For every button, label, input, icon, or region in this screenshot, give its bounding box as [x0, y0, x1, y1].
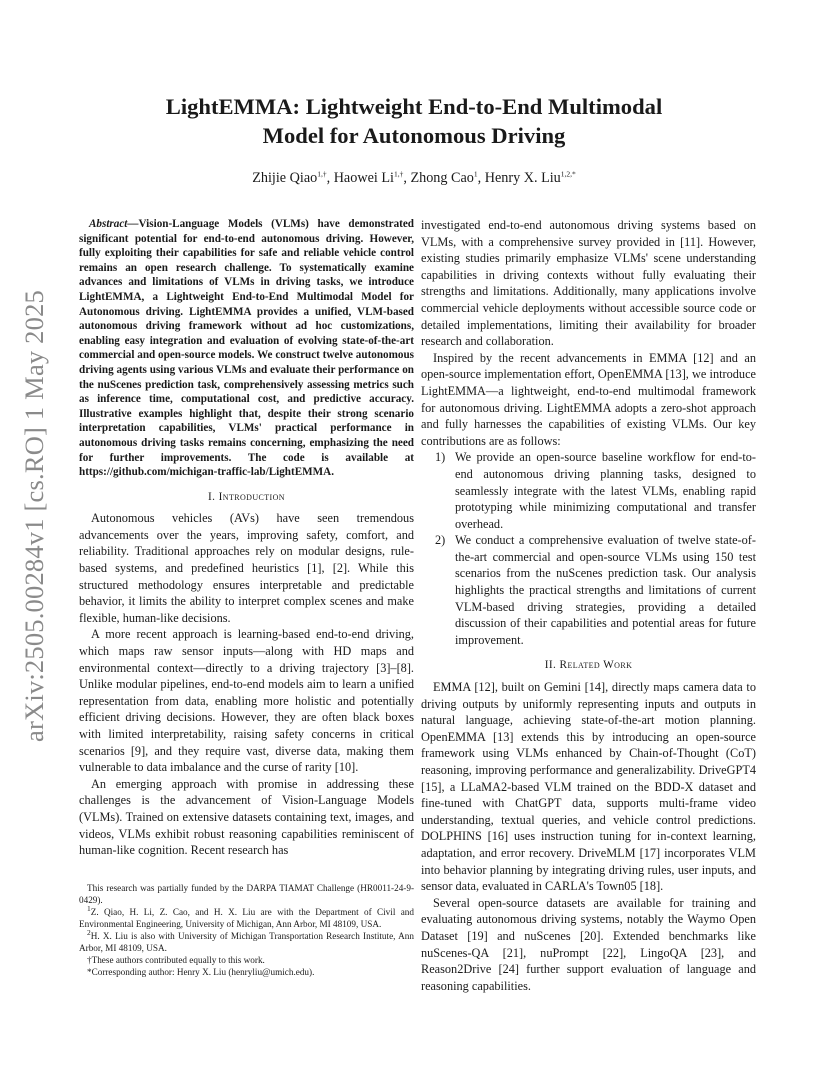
intro-paragraph: A more recent approach is learning-based end-to-end driving, which maps raw sensor inputs—along with HD maps and environmental context—directly to a driving trajectory [3]–[8]. Unlike modular pipelines, end-to-end models aim to learn a unified representation from data, enabling more holistic and potentially efficient driving decisions. However, they are often black boxes with limited interpretability, raising safety concerns in critical scenarios [9], and they require vast, diverse data, making them vulnerable to data imbalance and the curse of rarity [10]. — [79, 627, 414, 775]
author-affiliation: 1,† — [393, 169, 404, 179]
right-column — [421, 217, 756, 994]
list-item-number: 2) — [435, 533, 446, 548]
left-column — [79, 217, 414, 859]
arxiv-identifier-stamp: arXiv:2505.00284v1 [cs.RO] 1 May 2025 — [19, 290, 49, 742]
contribution-list — [421, 449, 756, 648]
author-name: Haowei Li — [333, 170, 394, 186]
author-name: Zhijie Qiao — [252, 170, 318, 186]
list-item-number: 1) — [435, 450, 446, 465]
list-item-text: We conduct a comprehensive evaluation of twelve state-of-the-art commercial and open-source VLMs using 150 test scenarios from the nuScenes prediction task. Our analysis highlights the practical strengths and limitations of current VLM-based driving strategies, providing a detailed discussion of their capabilities and potential areas for future improvement. — [455, 533, 756, 647]
author-name: Henry X. Liu — [484, 170, 561, 186]
abstract-text: Vision-Language Models (VLMs) have demonstrated significant potential for end-to-end autonomous driving. However, fully exploiting their capabilities for safe and reliable vehicle control remains an open research challenge. To systematically examine advances and limitations of VLMs in driving tasks, we introduce LightEMMA, a Lightweight End-to-End Multimodal Model for Autonomous driving. LightEMMA provides a unified, VLM-based autonomous driving framework without ad hoc customizations, enabling easy integration and evaluation of evolving state-of-the-art commercial and open-source models. We construct twelve autonomous driving agents using various VLMs and evaluate their performance on the nuScenes prediction task, comprehensively assessing metrics such as inference time, computational cost, and predictive accuracy. Illustrative examples highlight that, despite their strong scenario interpretation capabilities, VLMs' practical performance in autonomous driving tasks remains concerning, emphasizing the need for further improvements. The code is available at https://github.com/michigan-traffic-lab/LightEMMA. — [79, 218, 414, 479]
footnotes — [79, 882, 414, 978]
section-title: Introduction — [218, 490, 285, 503]
intro-paragraph: Inspired by the recent advancements in EMMA [12] and an open-source implementation effort, OpenEMMA [13], we introduce LightEMMA—a lightweight, end-to-end multimodal framework for autonomous driving. LightEMMA adopts a zero-shot approach and fully harnesses the capabilities of existing VLMs. Our key contributions are as follows: — [421, 350, 756, 448]
author-affiliation: 1 — [473, 169, 478, 179]
related-work-paragraph: Several open-source datasets are available for training and evaluating autonomous driving systems, notably the Waymo Open Dataset [19] and nuScenes [20]. Extended benchmarks like nuScenes-QA [21], nuPrompt [22], LingoQA [23], and Reason2Drive [24] further support evaluation of language and reasoning capabilities. — [421, 895, 756, 993]
related-work-paragraph: EMMA [12], built on Gemini [14], directly maps camera data to driving outputs by uniformly representing inputs and outputs in natural language, achieving state-of-the-art motion planning. OpenEMMA [13] extends this by introducing an open-source framework using VLMs enhanced by Chain-of-Thought (CoT) reasoning, improving performance and generalizability. DriveGPT4 [15], a LLaMA2-based VLM trained on the BDD-X dataset and fine-tuned with ChatGPT data, supports multi-frame video understanding, textual queries, and vehicle control predictions. DOLPHINS [16] uses instruction tuning for in-context learning, adaptation, and error recovery. DriveMLM [17] incorporates VLM into behavior planning by integrating driving rules, user inputs, and sensor data, evaluated in CARLA's Town05 [18]. — [421, 680, 756, 894]
intro-paragraph-continued: investigated end-to-end autonomous driving systems based on VLMs, with a comprehensive survey provided in [11]. However, existing studies primarily emphasize VLMs' scene understanding capabilities in driving contexts without fully evaluating their strengths and limitations. Additionally, many applications involve commercial vehicle deployments without accessible source code or detailed implementations, limiting their availability for broader research and collaboration. — [421, 218, 756, 349]
footnote-mark: 1 — [87, 903, 91, 913]
footnote-equal-contribution: †These authors contributed equally to this work. — [87, 955, 265, 965]
intro-paragraph: An emerging approach with promise in addressing these challenges is the advancement of Vision-Language Models (VLMs). Trained on extensive datasets containing text, images, and videos, VLMs exhibit robust reasoning capabilities reminiscent of human-like cognition. Recent research has — [79, 776, 414, 858]
section-number: II. — [544, 659, 557, 672]
footnote-mark: 2 — [87, 927, 91, 937]
section-heading-related-work — [421, 657, 756, 674]
author-affiliation: 1,† — [317, 169, 327, 179]
list-item — [421, 449, 756, 532]
paper-title — [80, 92, 748, 150]
intro-paragraph: Autonomous vehicles (AVs) have seen tremendous advancements over the years, improving safety, comfort, and reliability. Traditional approaches rely on modular designs, rule-based systems, and predefined heuristics [1], [2]. While this structured methodology ensures interpretable and predictable behavior, it limits the ability to interpret complex scenes and make flexible, human-like decisions. — [79, 511, 414, 625]
list-item-text: We provide an open-source baseline workflow for end-to-end autonomous driving planning tasks, designed to seamlessly integrate with the latest VLMs, enabling rapid prototyping while minimizing computational and transfer overhead. — [455, 450, 756, 531]
author-affiliation: 1,2,* — [560, 169, 576, 179]
abstract-label: Abstract— — [89, 218, 139, 230]
author-list: Zhijie Qiao$^{1,\dagger}$, Haowei $Li^{1,\dagger}$, Zhong Cao$^1$, Henry X. Liu$^{1,2,*}$ — [252, 169, 576, 186]
footnote-affiliation-1: $^1$Z. Qiao, H. Li, Z. Cao, and H. X. Liu are with the Department of Civil and Environmental Engineering, University of Michigan, Ann Arbor, MI 48109, USA. — [79, 903, 414, 929]
title-line-1: LightEMMA: Lightweight End-to-End Multimodal — [165, 94, 663, 119]
abstract — [79, 217, 414, 480]
footnote-corresponding-author: *Corresponding author: Henry X. Liu (henryliu@umich.edu). — [87, 967, 315, 977]
section-number: I. — [208, 490, 216, 503]
author-name: Zhong Cao — [410, 170, 474, 186]
section-heading-introduction — [79, 489, 414, 506]
footnote-funding: This research was partially funded by the DARPA TIAMAT Challenge (HR0011-24-9-0429). — [79, 883, 414, 905]
section-title: Related Work — [559, 659, 633, 672]
list-item — [421, 532, 756, 648]
footnote-affiliation-2: $^2$H. X. Liu is also with University of Michigan Transportation Research Institute, Ann Arbor, MI 48109, USA. — [79, 927, 414, 953]
title-line-2: Model for Autonomous Driving — [262, 123, 566, 148]
